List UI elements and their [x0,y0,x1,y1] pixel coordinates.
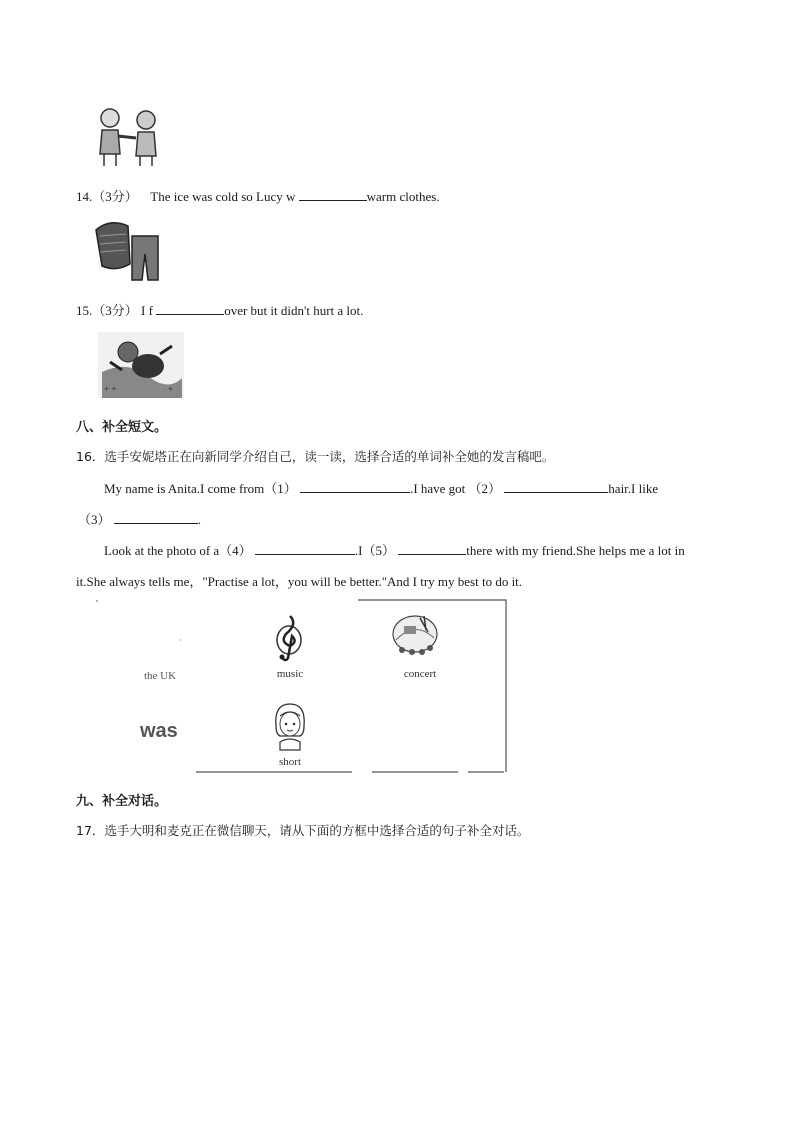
falling-girl-illustration [98,332,184,398]
question-14 [76,186,440,205]
warm-clothes-illustration [92,216,164,286]
passage-text: （3） [78,512,111,527]
treble-clef-icon [272,612,306,662]
answer-blank-2[interactable] [504,480,608,493]
passage-text: .I have got （2） [410,481,502,496]
two-boys-illustration [94,104,166,168]
word-short: short [279,756,301,768]
passage-text: hair.I like [608,481,659,496]
answer-blank-3[interactable] [114,511,198,524]
section-heading: 九、补全对话。 [76,794,168,809]
passage-line: it.She always tells me，"Practise a lot，you will be better."And I try my best to do it. [76,574,523,589]
passage-text: there with my friend.She helps me a lot in [466,543,685,558]
word-the-uk: the UK [143,670,177,682]
question-17-intro: 17．选手大明和麦克正在微信聊天，请从下面的方框中选择合适的句子补全对话。 [76,823,530,838]
passage-text: My name is Anita.I come from（1） [104,481,297,496]
word-box [90,598,508,776]
concert-scene-icon [390,610,440,662]
question-number: 14.（3分） [76,189,138,204]
passage-line [104,478,658,497]
answer-blank-1[interactable] [300,480,410,493]
passage-text: . [197,512,202,527]
question-text: I f [141,303,153,318]
answer-blank-5[interactable] [398,542,466,555]
short-hair-girl-icon [270,700,310,752]
answer-blank[interactable] [299,188,367,201]
svg-text:+: + [168,384,174,394]
passage-line [104,540,685,559]
svg-text:+ +: + + [104,384,117,394]
passage-text: .I（5） [354,543,396,558]
question-15 [76,300,363,319]
word-was: was [140,720,178,742]
passage-text: Look at the photo of a（4） [104,543,252,558]
question-text: The ice was cold so Lucy w [150,189,296,204]
answer-blank-4[interactable] [255,542,355,555]
question-text: over but it didn't hurt a lot. [224,303,364,318]
word-concert: concert [403,668,437,680]
question-16-intro: 16．选手安妮塔正在向新同学介绍自己，读一读，选择合适的单词补全她的发言稿吧。 [76,449,555,464]
word-music: music [276,668,304,680]
answer-blank[interactable] [156,302,224,315]
question-text: warm clothes. [366,189,440,204]
section-heading: 八、补全短文。 [76,420,168,435]
question-number: 15.（3分） [76,303,138,318]
passage-line [78,509,201,528]
